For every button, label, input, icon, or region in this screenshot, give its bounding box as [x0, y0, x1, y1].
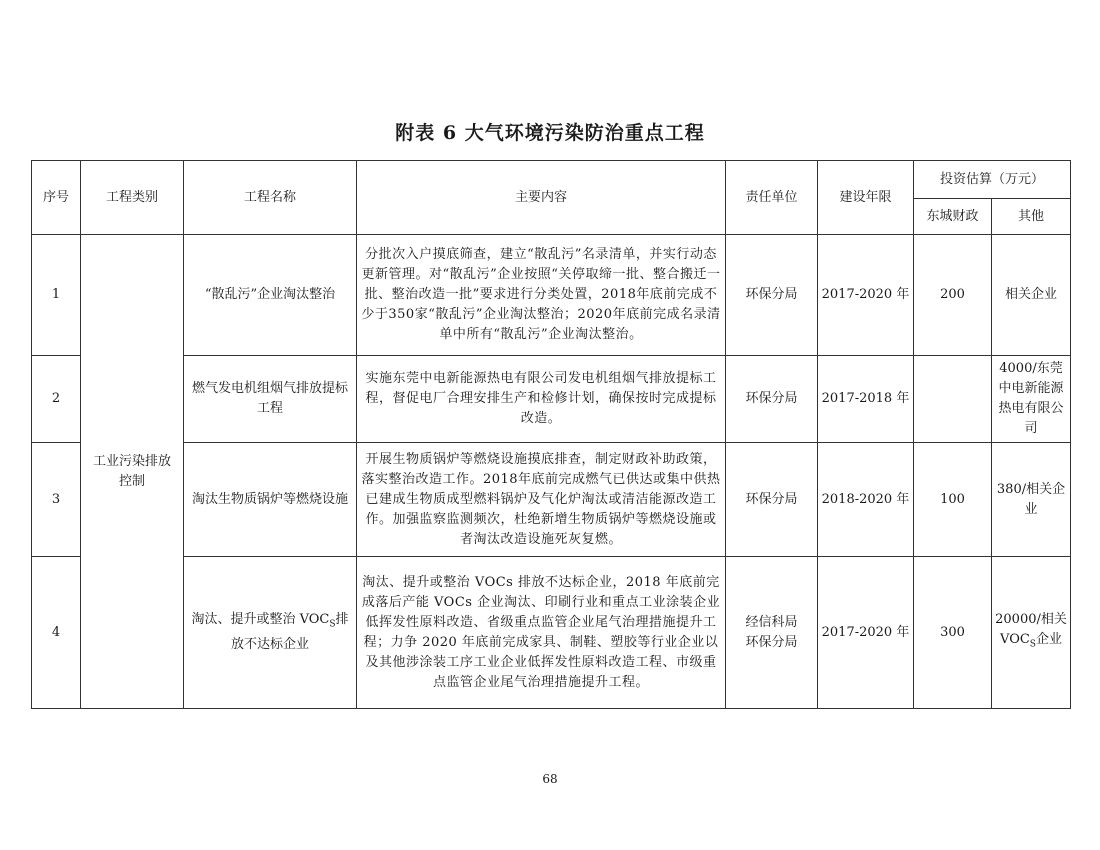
cell-unit: 环保分局 — [726, 235, 818, 356]
cell-seq: 3 — [32, 443, 81, 557]
cell-name: 燃气发电机组烟气排放提标工程 — [184, 356, 357, 443]
unit-line-1: 经信科局 — [745, 614, 798, 630]
cell-name: 淘汰生物质锅炉等燃烧设施 — [184, 443, 357, 557]
cell-content: 淘汰、提升或整治 VOCs 排放不达标企业，2018 年底前完成落后产能 VOCs 企业淘汰、印刷行业和重点工业涂装企业低挥发性原料改造、省级重点监管企业尾气治理措施提升工程；力争 2020 年底前完成家具、制鞋、塑胶等行业企业以及其他涉涂装工序工业企业低挥发性原料改造工程、市级重点监管企业尾气治理措施提升工程。 — [357, 557, 726, 709]
header-row — [32, 161, 1071, 199]
cell-unit: 环保分局 — [726, 356, 818, 443]
unit-line-2: 环保分局 — [745, 634, 798, 650]
category-text: 工业污染排放控制 — [92, 453, 171, 489]
cell-period: 2017-2018 年 — [818, 356, 914, 443]
page-number: 68 — [542, 772, 558, 786]
cell-dongcheng: 100 — [914, 443, 992, 557]
cell-seq: 2 — [32, 356, 81, 443]
other-text-tail: 企业 — [1035, 632, 1062, 648]
cell-other: 相关企业 — [992, 235, 1071, 356]
header-seq: 序号 — [32, 161, 81, 235]
table-row — [32, 443, 1071, 557]
key-projects-table — [31, 160, 1071, 709]
cell-other — [992, 557, 1071, 709]
cell-category — [81, 235, 184, 709]
cell-dongcheng: 300 — [914, 557, 992, 709]
cell-period: 2017-2020 年 — [818, 235, 914, 356]
cell-other: 4000/东莞中电新能源热电有限公司 — [992, 356, 1071, 443]
cell-other: 380/相关企业 — [992, 443, 1071, 557]
header-unit: 责任单位 — [726, 161, 818, 235]
name-subscript: S — [329, 619, 336, 630]
cell-name — [184, 557, 357, 709]
cell-unit: 环保分局 — [726, 443, 818, 557]
header-period: 建设年限 — [818, 161, 914, 235]
header-investment: 投资估算（万元） — [914, 161, 1071, 199]
page-title: 附表 6 大气环境污染防治重点工程 — [395, 122, 705, 144]
other-text: 20000/相关 VOC — [995, 612, 1067, 648]
table-row — [32, 356, 1071, 443]
header-name: 工程名称 — [184, 161, 357, 235]
cell-content: 实施东莞中电新能源热电有限公司发电机组烟气排放提标工程，督促电厂合理安排生产和检修计划，确保按时完成提标改造。 — [357, 356, 726, 443]
name-text: 淘汰、提升或整治 VOC — [191, 612, 330, 628]
cell-period: 2017-2020 年 — [818, 557, 914, 709]
header-other: 其他 — [992, 199, 1071, 235]
cell-content: 开展生物质锅炉等燃烧设施摸底排查，制定财政补助政策，落实整治改造工作。2018年底前完成燃气已供达或集中供热已建成生物质成型燃料锅炉及气化炉淘汰或清洁能源改造工作。加强监察监测频次，杜绝新增生物质锅炉等燃烧设施或者淘汰改造设施死灰复燃。 — [357, 443, 726, 557]
header-category: 工程类别 — [81, 161, 184, 235]
table-row — [32, 557, 1071, 709]
cell-content: 分批次入户摸底筛查，建立“散乱污”名录清单，并实行动态更新管理。对“散乱污”企业按照“关停取缔一批、整合搬迁一批、整治改造一批”要求进行分类处置，2018年底前完成不少于350家“散乱污”企业淘汰整治；2020年底前完成名录清单中所有“散乱污”企业淘汰整治。 — [357, 235, 726, 356]
other-subscript: S — [1029, 639, 1036, 650]
cell-seq: 4 — [32, 557, 81, 709]
cell-dongcheng — [914, 356, 992, 443]
name-text-tail: 排放不达标企业 — [230, 612, 349, 652]
header-content: 主要内容 — [357, 161, 726, 235]
table-row — [32, 235, 1071, 356]
cell-period: 2018-2020 年 — [818, 443, 914, 557]
cell-dongcheng: 200 — [914, 235, 992, 356]
cell-name: “散乱污”企业淘汰整治 — [184, 235, 357, 356]
cell-unit — [726, 557, 818, 709]
cell-seq: 1 — [32, 235, 81, 356]
header-dongcheng: 东城财政 — [914, 199, 992, 235]
